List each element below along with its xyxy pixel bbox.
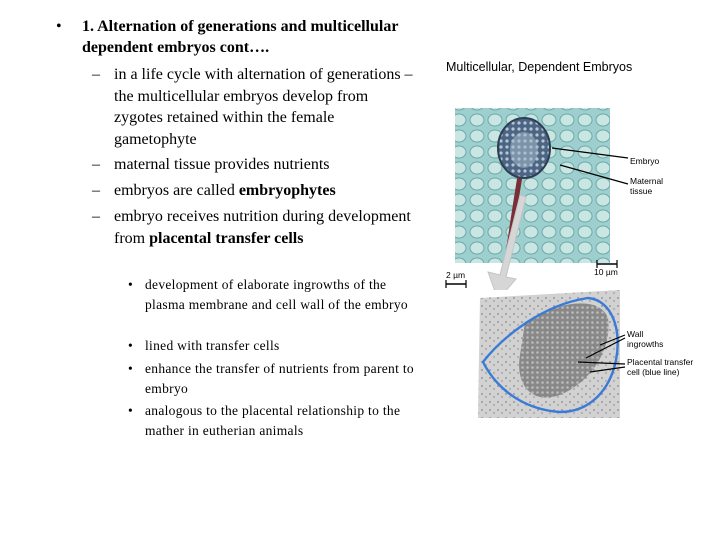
- light-micrograph: [455, 108, 610, 300]
- dot-marker: •: [128, 403, 134, 418]
- embryo-center: [510, 132, 538, 168]
- sub-point-text: embryos are called: [114, 182, 239, 199]
- label-wall-ingrowths: Wall ingrowths: [627, 329, 664, 349]
- figure-title: Multicellular, Dependent Embryos: [446, 60, 633, 74]
- dash-marker: –: [92, 66, 100, 83]
- electron-micrograph: [470, 290, 620, 418]
- sub-point-text: maternal tissue provides nutrients: [114, 156, 330, 173]
- detail-text: analogous to the placental relationship to the mather in eutherian animals: [145, 403, 401, 438]
- dot-marker: •: [128, 277, 134, 292]
- dash-marker: –: [92, 182, 100, 199]
- dot-marker: •: [128, 361, 134, 376]
- detail-text: development of elaborate ingrowths of the plasma membrane and cell wall of the embryo: [145, 277, 408, 312]
- bullet-marker: •: [56, 18, 62, 35]
- label-maternal-tissue: Maternal tissue: [630, 176, 664, 196]
- dash-marker: –: [92, 208, 100, 225]
- term-embryophytes: embryophytes: [238, 182, 336, 199]
- main-heading: 1. Alternation of generations and multicellular dependent embryos cont….: [82, 18, 399, 56]
- dash-marker: –: [92, 156, 100, 173]
- label-placental-transfer-cell: Placental transfer cell (blue line): [627, 357, 694, 377]
- detail-text: enhance the transfer of nutrients from parent to embryo: [145, 361, 414, 396]
- label-scale-2um: 2 µm: [446, 270, 466, 280]
- term-placental-transfer-cells: placental transfer cells: [149, 229, 304, 247]
- sub-point-text: embryo receives nutrition during development from: [114, 208, 411, 247]
- sub-point-text: in a life cycle with alternation of generations – the multicellular embryos develop from zygotes retained within the female gametophyte: [114, 66, 413, 148]
- label-scale-10um: 10 µm: [594, 267, 618, 277]
- detail-text: lined with transfer cells: [145, 338, 280, 353]
- dot-marker: •: [128, 338, 134, 353]
- label-embryo: Embryo: [630, 156, 660, 166]
